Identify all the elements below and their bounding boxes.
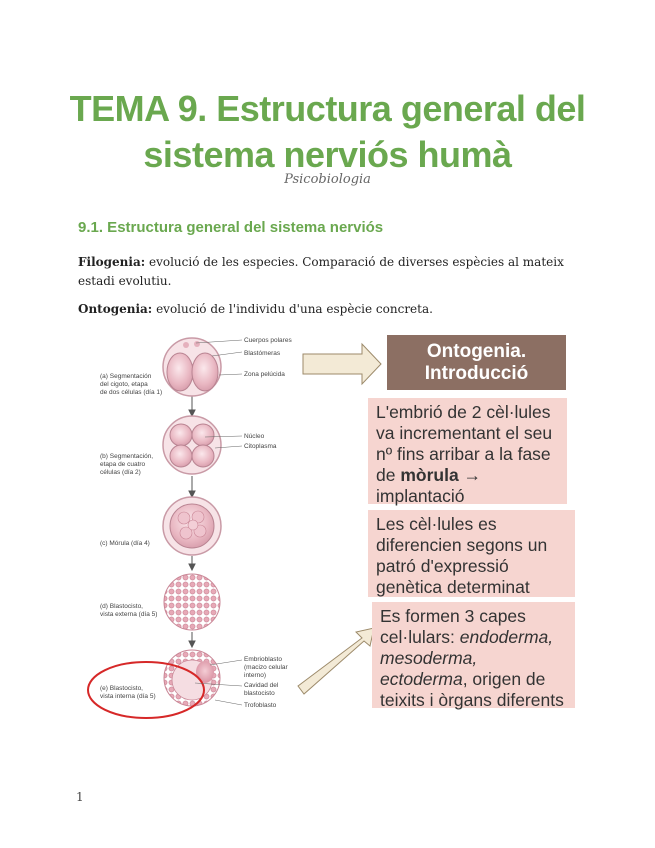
svg-text:(e) Blastocisto,: (e) Blastocisto, (100, 685, 143, 692)
svg-text:Zona pelúcida: Zona pelúcida (244, 371, 285, 378)
svg-text:(macizo celular: (macizo celular (244, 664, 288, 671)
stage-d-blastocyst-external (164, 574, 220, 630)
ontogenia-header-box (387, 335, 566, 390)
text-box-2 (368, 510, 575, 597)
svg-text:(d) Blastocisto,: (d) Blastocisto, (100, 603, 143, 610)
section-heading: 9.1. Estructura general del sistema nerviós (78, 219, 384, 236)
svg-text:Núcleo: Núcleo (244, 433, 265, 440)
ontogenia-text: evolució de l'individu d'una espècie concreta. (152, 302, 433, 316)
text-box-1 (368, 398, 567, 504)
box1-text-b: → implantació (376, 465, 482, 506)
svg-text:Cavidad del: Cavidad del (244, 682, 279, 689)
svg-text:vista interna (día 5): vista interna (día 5) (100, 693, 156, 700)
svg-text:células (día 2): células (día 2) (100, 469, 141, 476)
box3-text-a: Es formen 3 capes cel·lulars: (380, 606, 526, 647)
box3-italic: endoderma, mesoderma, ectoderma (380, 627, 554, 689)
svg-text:blastocisto: blastocisto (244, 690, 275, 697)
svg-text:(b) Segmentación,: (b) Segmentación, (100, 453, 154, 460)
svg-text:Citoplasma: Citoplasma (244, 443, 277, 450)
title-line-2: sistema nerviós humà (143, 134, 512, 175)
stage-a-two-cell (163, 338, 221, 396)
filogenia-term: Filogenia: (78, 255, 146, 269)
svg-text:Blastómeras: Blastómeras (244, 350, 281, 357)
svg-text:Trofoblasto: Trofoblasto (244, 702, 277, 709)
box1-bold: mòrula (400, 465, 459, 485)
svg-text:vista externa (día 5): vista externa (día 5) (100, 611, 158, 618)
structure-labels (244, 337, 292, 709)
diagonal-block-arrow (298, 628, 374, 694)
title-line-1: TEMA 9. Estructura general del (69, 88, 586, 129)
subtitle: Psicobiologia (284, 172, 371, 187)
page-number: 1 (76, 790, 84, 804)
svg-text:(c) Mórula (día 4): (c) Mórula (día 4) (100, 540, 150, 547)
filogenia-text: evolució de les especies. Comparació de diverses espècies al mateix estadi evolutiu. (78, 255, 564, 288)
svg-text:etapa de cuatro: etapa de cuatro (100, 461, 146, 468)
text-box-3 (372, 602, 575, 708)
right-block-arrow (303, 344, 381, 384)
box1-text-a: L'embrió de 2 cèl·lules va incrementant el seu nº fins arribar a la fase de (376, 402, 553, 485)
stage-e-blastocyst-internal (164, 650, 220, 706)
svg-text:Embrioblasto: Embrioblasto (244, 656, 282, 663)
svg-text:del cigoto, etapa: del cigoto, etapa (100, 381, 148, 388)
box2-text: Les cèl·lules es diferencien segons un patró d'expressió genètica determinat (376, 514, 548, 597)
svg-text:interno): interno) (244, 672, 267, 679)
header-line-2: Introducció (424, 363, 529, 384)
svg-text:de dos células (día 1): de dos células (día 1) (100, 389, 163, 396)
svg-text:Cuerpos polares: Cuerpos polares (244, 337, 292, 344)
stage-labels (100, 373, 162, 700)
box3-text-b: , origen de teixits i òrgans diferents (380, 669, 564, 710)
stage-b-four-cell (163, 416, 221, 474)
ontogenia-term: Ontogenia: (78, 302, 153, 316)
header-line-1: Ontogenia. (426, 341, 527, 362)
stage-c-morula (163, 497, 221, 555)
svg-text:(a) Segmentación: (a) Segmentación (100, 373, 152, 380)
